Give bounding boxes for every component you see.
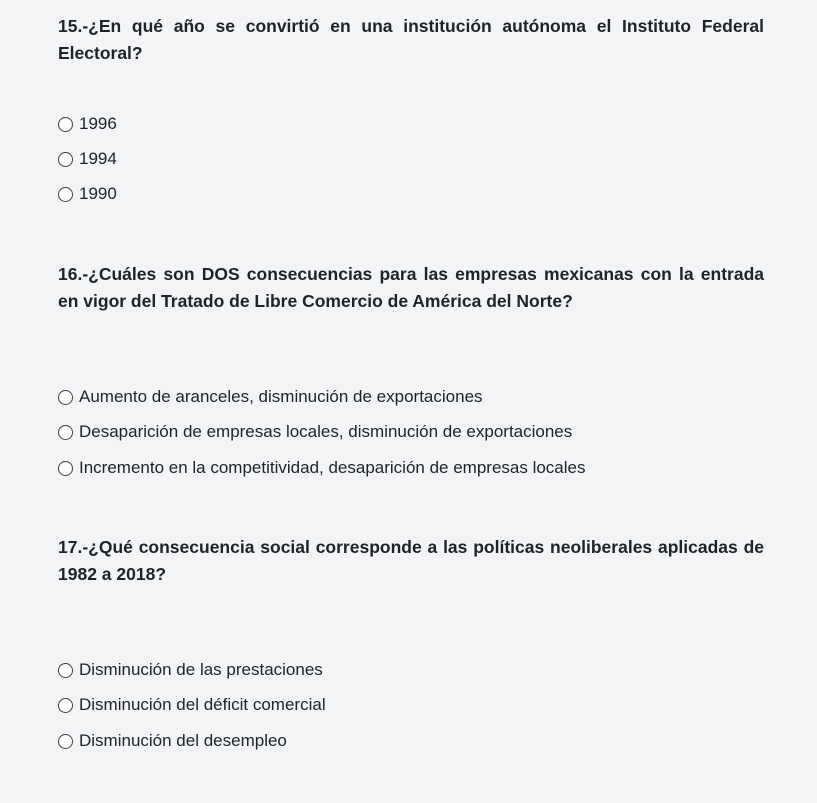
question-17-option-1[interactable]: [58, 659, 323, 681]
radio-button[interactable]: [58, 461, 73, 476]
question-15-text: 15.-¿En qué año se convirtió en una institución autónoma el Instituto Federal Electoral?: [58, 16, 764, 63]
question-16-option-3[interactable]: [58, 457, 586, 479]
radio-button[interactable]: [58, 734, 73, 749]
radio-button[interactable]: [58, 390, 73, 405]
question-16-text: 16.-¿Cuáles son DOS consecuencias para las empresas mexicanas con la entrada en vigor del Tratado de Libre Comercio de América del Norte?: [58, 264, 764, 311]
radio-button[interactable]: [58, 187, 73, 202]
question-17-option-3[interactable]: [58, 730, 287, 752]
option-label: Disminución del desempleo: [79, 731, 287, 750]
question-17-option-2[interactable]: [58, 694, 326, 716]
option-label: 1994: [79, 149, 117, 168]
radio-button[interactable]: [58, 663, 73, 678]
question-15-option-1[interactable]: [58, 113, 117, 135]
option-label: Disminución del déficit comercial: [79, 695, 326, 714]
question-17-text: 17.-¿Qué consecuencia social corresponde a las políticas neoliberales aplicadas de 1982 a 2018?: [58, 537, 764, 584]
radio-button[interactable]: [58, 425, 73, 440]
question-16-option-2[interactable]: [58, 421, 572, 443]
question-15-option-2[interactable]: [58, 148, 117, 170]
option-label: Disminución de las prestaciones: [79, 660, 323, 679]
option-label: Aumento de aranceles, disminución de exportaciones: [79, 387, 483, 406]
radio-button[interactable]: [58, 152, 73, 167]
radio-button[interactable]: [58, 698, 73, 713]
option-label: 1996: [79, 114, 117, 133]
question-16-option-1[interactable]: [58, 386, 483, 408]
option-label: 1990: [79, 184, 117, 203]
question-15-option-3[interactable]: [58, 183, 117, 205]
option-label: Desaparición de empresas locales, disminución de exportaciones: [79, 422, 573, 441]
radio-button[interactable]: [58, 117, 73, 132]
option-label: Incremento en la competitividad, desaparición de empresas locales: [79, 458, 586, 477]
